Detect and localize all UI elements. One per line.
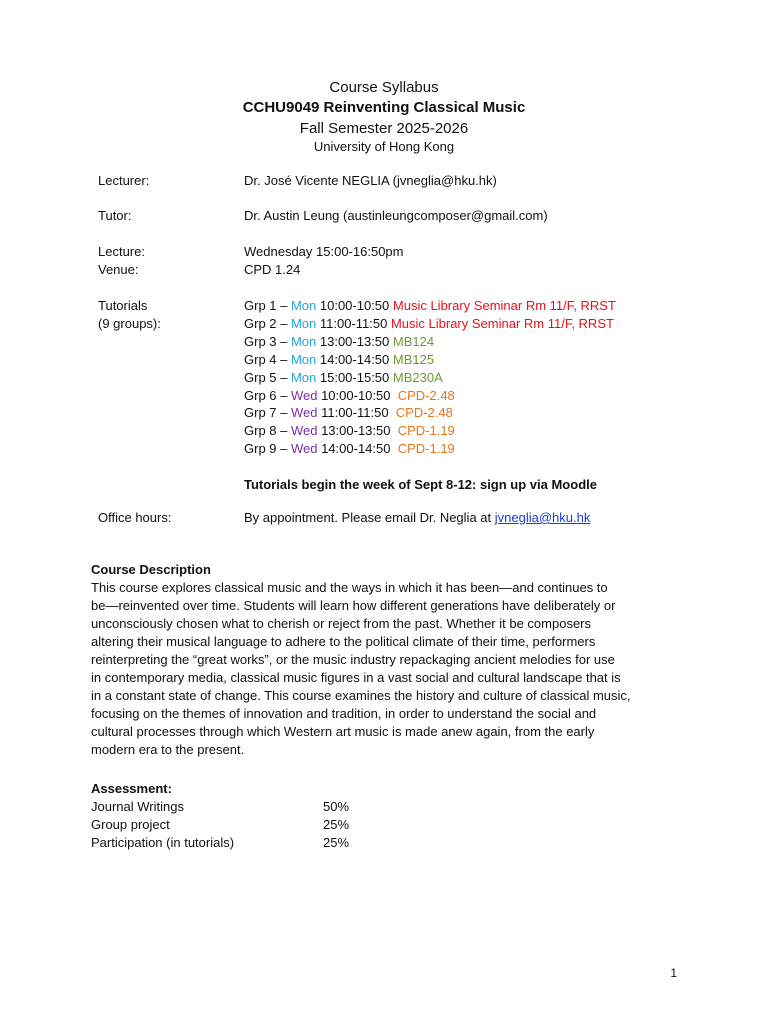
- assessment-title: Assessment:: [91, 781, 172, 796]
- description-line: in a constant state of change. This course examines the history and culture of classical music,: [91, 688, 631, 703]
- tutor-label: Tutor:: [98, 208, 132, 223]
- tutorial-row: Grp 8 – Wed 13:00-13:50 CPD-1.19: [244, 423, 455, 438]
- course-title: CCHU9049 Reinventing Classical Music: [242, 99, 526, 116]
- tutorial-row: Grp 7 – Wed 11:00-11:50 CPD-2.48: [244, 405, 453, 420]
- assessment-item-value: 50%: [323, 799, 350, 814]
- course-description-title: Course Description: [91, 562, 211, 577]
- tutorial-note: Tutorials begin the week of Sept 8-12: sign up via Moodle: [244, 477, 597, 492]
- description-line: cultural processes through which Western art music is made anew again, from the early: [91, 724, 595, 739]
- description-line: altering their musical language to adhere to the political climate of their time, performers: [91, 634, 596, 649]
- course-description: [91, 579, 691, 759]
- university: University of Hong Kong: [313, 139, 455, 154]
- tutorials-label: Tutorials: [98, 298, 148, 313]
- assessment-item-value: 25%: [323, 817, 350, 832]
- semester: Fall Semester 2025-2026: [299, 120, 469, 137]
- lecture-value: Wednesday 15:00-16:50pm: [244, 244, 404, 259]
- lecturer-value: Dr. José Vicente NEGLIA (jvneglia@hku.hk): [244, 173, 497, 188]
- description-line: be—reinvented over time. Students will learn how different generations have deliberately or: [91, 598, 616, 613]
- assessment-item-label: Participation (in tutorials): [91, 835, 235, 850]
- tutorial-row: Grp 5 – Mon 15:00-15:50 MB230A: [244, 370, 443, 385]
- description-line: modern era to the present.: [91, 742, 245, 757]
- lecture-label: Lecture:: [98, 244, 145, 259]
- email-link[interactable]: jvneglia@hku.hk: [494, 510, 591, 525]
- description-line: unconsciously chosen what to cherish or reject from the past. Whether it be composers: [91, 616, 592, 631]
- office-hours-text: By appointment. Please email Dr. Neglia at: [244, 510, 495, 525]
- lecturer-label: Lecturer:: [98, 173, 150, 188]
- doc-title: Course Syllabus: [329, 79, 439, 96]
- tutorials-groups-label: (9 groups):: [98, 316, 161, 331]
- tutor-value: Dr. Austin Leung (austinleungcomposer@gmail.com): [244, 208, 548, 223]
- description-line: reinterpreting the “great works”, or the music industry repackaging ancient melodies for use: [91, 652, 615, 667]
- description-line: in contemporary media, classical music figures in a vast social and cultural landscape that is: [91, 670, 621, 685]
- tutorial-row: Grp 1 – Mon 10:00-10:50 Music Library Seminar Rm 11/F, RRST: [244, 298, 616, 313]
- assessment-item-label: Journal Writings: [91, 799, 184, 814]
- tutorial-row: Grp 2 – Mon 11:00-11:50 Music Library Seminar Rm 11/F, RRST: [244, 316, 614, 331]
- tutorial-row: Grp 6 – Wed 10:00-10:50 CPD-2.48: [244, 388, 455, 403]
- venue-value: CPD 1.24: [244, 262, 301, 277]
- description-line: This course explores classical music and the ways in which it has been—and continues to: [91, 580, 608, 595]
- office-hours-value: [244, 509, 590, 527]
- tutorial-row: Grp 3 – Mon 13:00-13:50 MB124: [244, 334, 435, 349]
- description-line: focusing on the themes of innovation and tradition, in order to understand the social and: [91, 706, 597, 721]
- page-number: 1: [670, 966, 677, 980]
- assessment-item-label: Group project: [91, 817, 170, 832]
- office-hours-label: Office hours:: [98, 510, 172, 525]
- venue-label: Venue:: [98, 262, 139, 277]
- tutorial-row: Grp 9 – Wed 14:00-14:50 CPD-1.19: [244, 441, 455, 456]
- tutorial-row: Grp 4 – Mon 14:00-14:50 MB125: [244, 352, 435, 367]
- assessment-item-value: 25%: [323, 835, 350, 850]
